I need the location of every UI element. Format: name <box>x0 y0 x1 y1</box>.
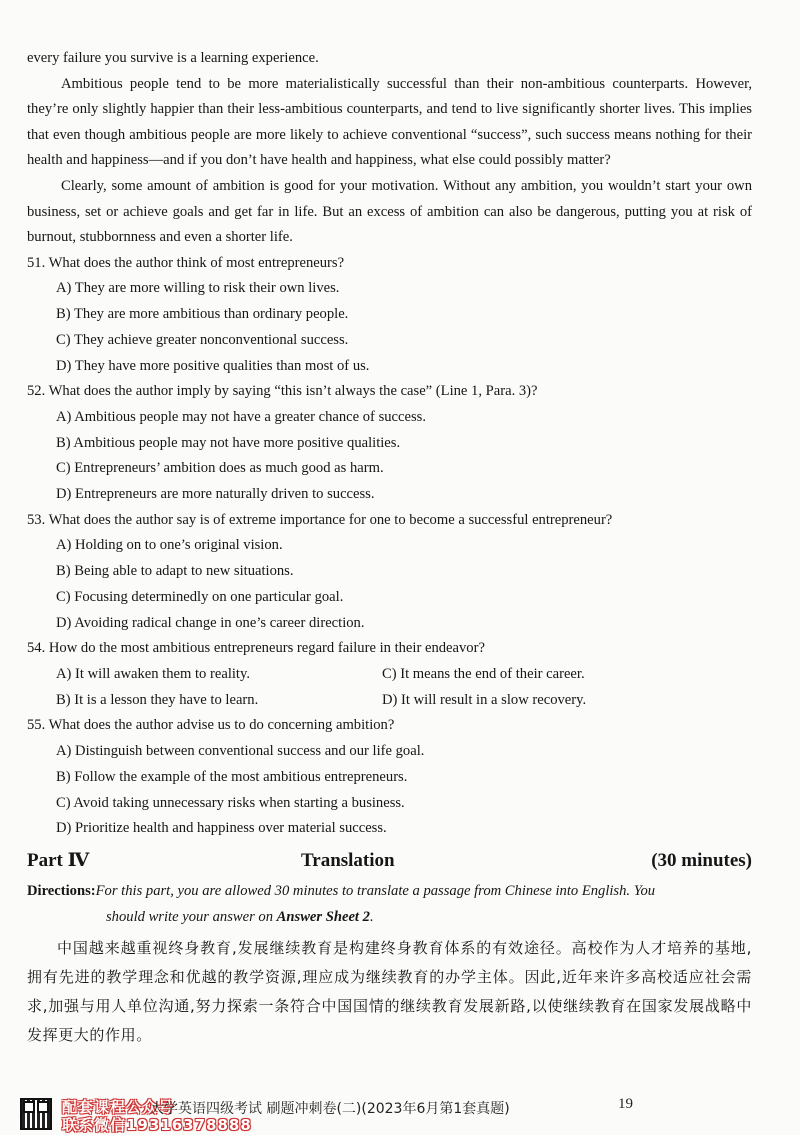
part-heading <box>27 846 752 876</box>
option-d: D) Entrepreneurs are more naturally driven to success. <box>56 486 375 503</box>
passage-paragraph-2: Clearly, some amount of ambition is good for your motivation. Without any ambition, you wouldn’t start your own business, set or achieve goals and get far in life. But an excess of ambition can also be dangerous, putting you at risk of burnout, stubbornness and even a shorter life. <box>27 177 752 246</box>
exam-page <box>27 46 752 1050</box>
option-d: D) Avoiding radical change in one’s career direction. <box>56 614 365 631</box>
option-d: D) Prioritize health and happiness over material success. <box>56 820 387 837</box>
promo-watermark-line-2: 联系微信19316378888 <box>62 1116 252 1134</box>
option-b: B) It is a lesson they have to learn. <box>56 691 259 708</box>
passage-paragraph-0: every failure you survive is a learning experience. <box>27 50 319 66</box>
question-stem: 53. What does the author say is of extreme importance for one to become a successful entrepreneur? <box>27 511 613 528</box>
question-52 <box>27 379 752 508</box>
directions-label: Directions: <box>27 882 96 899</box>
question-stem: 52. What does the author imply by saying “this isn’t always the case” (Line 1, Para. 3)? <box>27 383 538 400</box>
option-b: B) They are more ambitious than ordinary people. <box>56 306 349 323</box>
option-b: B) Ambitious people may not have more positive qualities. <box>56 434 401 451</box>
directions-end: . <box>369 908 374 925</box>
directions-text: For this part, you are allowed 30 minutes to translate a passage from Chinese into English. You <box>95 882 656 899</box>
option-row-1 <box>27 662 752 688</box>
running-title: 大学英语四级考试 刷题冲刺卷(二)(2023年6月第1套真题) <box>150 1101 510 1117</box>
option-c: C) Avoid taking unnecessary risks when starting a business. <box>56 794 405 811</box>
option-row-2 <box>27 688 752 714</box>
option-c: C) Entrepreneurs’ ambition does as much good as harm. <box>56 460 384 477</box>
directions <box>27 878 752 930</box>
option-c: C) They achieve greater nonconventional success. <box>56 331 349 348</box>
option-b: B) Being able to adapt to new situations. <box>56 563 294 580</box>
question-55 <box>27 713 752 842</box>
option-a: A) Ambitious people may not have a greater chance of success. <box>56 408 426 425</box>
option-c: C) Focusing determinedly on one particular goal. <box>56 588 344 605</box>
question-stem: 55. What does the author advise us to do concerning ambition? <box>27 717 395 734</box>
option-d: D) They have more positive qualities than most of us. <box>56 357 370 374</box>
page-number: 19 <box>618 1096 633 1112</box>
question-stem: 54. How do the most ambitious entrepreneurs regard failure in their endeavor? <box>27 640 485 657</box>
part-time: (30 minutes) <box>651 849 752 871</box>
page-footer <box>0 1094 800 1134</box>
passage-paragraph-1: Ambitious people tend to be more materialistically successful than their non-ambitious counterparts. However, they’re only slightly happier than their less-ambitious counterparts, and tend to live significantly shorter lives. This implies that even though ambitious people are more likely to achieve conventional “success”, such success means nothing for their health and happiness—and if you don’t have health and happiness, what else could possibly matter? <box>27 75 752 169</box>
option-d: D) It will result in a slow recovery. <box>382 691 587 708</box>
option-a: A) Distinguish between conventional success and our life goal. <box>56 743 425 760</box>
option-a: A) They are more willing to risk their own lives. <box>56 280 340 297</box>
qr-code-icon <box>20 1098 52 1130</box>
question-54 <box>27 636 752 713</box>
option-a: A) Holding on to one’s original vision. <box>56 537 283 554</box>
chinese-passage: 中国越来越重视终身教育,发展继续教育是构建终身教育体系的有效途径。高校作为人才培养的基地,拥有先进的教学理念和优越的教学资源,理应成为继续教育的办学主体。因此,近年来许多高校适应社会需求,加强与用人单位沟通,努力探索一条符合中国国情的继续教育发展新路,以使继续教育在国家发展战略中发挥更大的作用。 <box>27 938 752 1044</box>
option-c: C) It means the end of their career. <box>382 666 585 682</box>
directions-text-2: should write your answer on <box>106 908 277 925</box>
question-stem: 51. What does the author think of most entrepreneurs? <box>27 254 345 271</box>
part-label: Part Ⅳ <box>27 849 90 871</box>
question-53 <box>27 508 752 637</box>
option-b: B) Follow the example of the most ambitious entrepreneurs. <box>56 768 408 785</box>
option-a: A) It will awaken them to reality. <box>56 666 250 682</box>
promo-watermark-line-1: 配套课程公众号 <box>62 1098 175 1116</box>
question-51 <box>27 251 752 380</box>
part-title: Translation <box>301 849 395 871</box>
answer-sheet-ref: Answer Sheet 2 <box>276 908 370 925</box>
